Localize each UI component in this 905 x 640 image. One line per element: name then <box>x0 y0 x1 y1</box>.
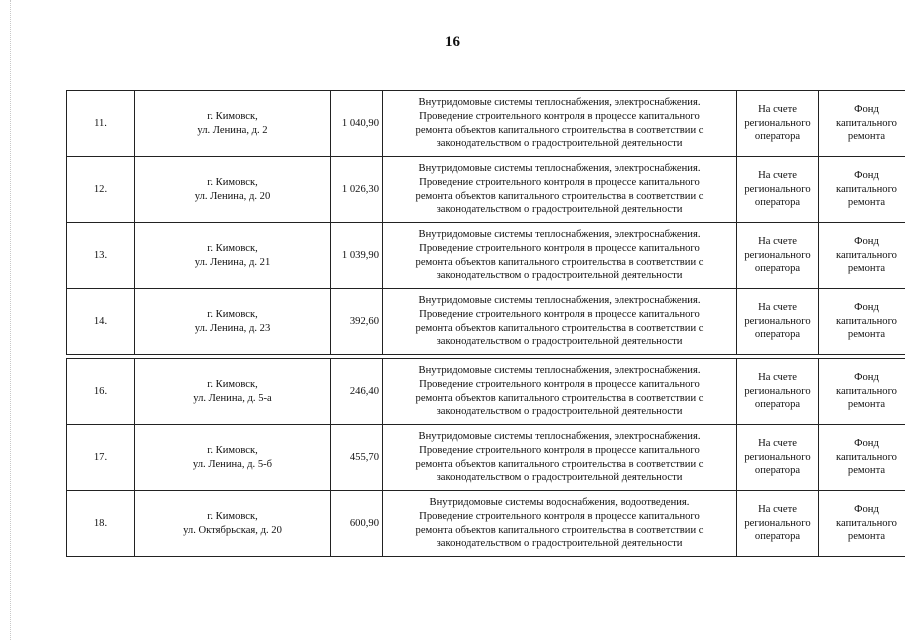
description-line: Проведение строительного контроля в процессе капитального <box>419 510 700 522</box>
row-work-description <box>383 425 737 491</box>
address-city: г. Кимовск, <box>207 510 258 522</box>
fund-line: ремонта <box>847 399 886 411</box>
fund-line: капитального <box>836 249 897 261</box>
account-line: оператора <box>754 531 801 543</box>
fund-line: Фонд <box>854 236 879 248</box>
table-row <box>67 223 905 289</box>
address-street: ул. Ленина, д. 5-б <box>192 458 273 470</box>
row-address <box>135 359 331 425</box>
table-row <box>67 491 905 557</box>
account-line: оператора <box>754 197 801 209</box>
description-line: законодательством о градостроительной деятельности <box>436 472 683 484</box>
row-account-method <box>737 157 819 223</box>
description-line: ремонта объектов капитального строительства в соответствии с <box>415 124 704 136</box>
works-table-container <box>66 90 897 557</box>
row-area: 1 026,30 <box>331 157 383 223</box>
account-line: На счете <box>758 170 797 182</box>
description-line: законодательством о градостроительной деятельности <box>436 204 683 216</box>
account-line: На счете <box>758 372 797 384</box>
description-line: законодательством о градостроительной деятельности <box>436 336 683 348</box>
row-number: 16. <box>67 359 135 425</box>
row-address <box>135 91 331 157</box>
row-address <box>135 425 331 491</box>
row-work-description <box>383 359 737 425</box>
address-street: ул. Ленина, д. 23 <box>194 322 271 334</box>
page-margin-line <box>10 0 11 640</box>
address-street: ул. Ленина, д. 5-а <box>193 392 272 404</box>
row-number: 14. <box>67 289 135 355</box>
table-body <box>67 91 905 557</box>
row-area: 600,90 <box>331 491 383 557</box>
fund-line: ремонта <box>847 197 886 209</box>
description-line: Внутридомовые системы водоснабжения, водоотведения. <box>429 497 690 509</box>
row-number: 18. <box>67 491 135 557</box>
row-work-description <box>383 157 737 223</box>
description-line: законодательством о градостроительной деятельности <box>436 406 683 418</box>
address-street: ул. Ленина, д. 20 <box>194 190 271 202</box>
account-line: регионального <box>744 315 811 327</box>
address-city: г. Кимовск, <box>207 176 258 188</box>
row-account-method <box>737 223 819 289</box>
table-row <box>67 157 905 223</box>
address-city: г. Кимовск, <box>207 444 258 456</box>
row-work-description <box>383 289 737 355</box>
address-street: ул. Ленина, д. 2 <box>197 124 268 136</box>
row-area: 1 040,90 <box>331 91 383 157</box>
row-address <box>135 289 331 355</box>
row-number: 13. <box>67 223 135 289</box>
row-fund <box>819 289 905 355</box>
account-line: На счете <box>758 302 797 314</box>
row-number: 17. <box>67 425 135 491</box>
account-line: регионального <box>744 183 811 195</box>
description-line: Внутридомовые системы теплоснабжения, электроснабжения. <box>418 431 701 443</box>
address-city: г. Кимовск, <box>207 308 258 320</box>
description-line: Проведение строительного контроля в процессе капитального <box>419 444 700 456</box>
description-line: Проведение строительного контроля в процессе капитального <box>419 110 700 122</box>
fund-line: капитального <box>836 385 897 397</box>
fund-line: Фонд <box>854 302 879 314</box>
description-line: Внутридомовые системы теплоснабжения, электроснабжения. <box>418 295 701 307</box>
fund-line: ремонта <box>847 531 886 543</box>
account-line: регионального <box>744 117 811 129</box>
address-city: г. Кимовск, <box>207 378 258 390</box>
fund-line: капитального <box>836 183 897 195</box>
fund-line: капитального <box>836 517 897 529</box>
table-row <box>67 289 905 355</box>
fund-line: ремонта <box>847 329 886 341</box>
account-line: оператора <box>754 465 801 477</box>
account-line: На счете <box>758 236 797 248</box>
account-line: оператора <box>754 399 801 411</box>
fund-line: капитального <box>836 117 897 129</box>
row-fund <box>819 359 905 425</box>
description-line: Проведение строительного контроля в процессе капитального <box>419 242 700 254</box>
row-account-method <box>737 289 819 355</box>
row-fund <box>819 223 905 289</box>
description-line: ремонта объектов капитального строительства в соответствии с <box>415 190 704 202</box>
fund-line: Фонд <box>854 504 879 516</box>
account-line: регионального <box>744 385 811 397</box>
account-line: регионального <box>744 249 811 261</box>
description-line: Внутридомовые системы теплоснабжения, электроснабжения. <box>418 365 701 377</box>
row-work-description <box>383 91 737 157</box>
account-line: оператора <box>754 131 801 143</box>
row-fund <box>819 157 905 223</box>
description-line: Внутридомовые системы теплоснабжения, электроснабжения. <box>418 97 701 109</box>
description-line: ремонта объектов капитального строительства в соответствии с <box>415 322 704 334</box>
account-line: На счете <box>758 104 797 116</box>
page-number: 16 <box>445 34 460 50</box>
row-work-description <box>383 223 737 289</box>
description-line: законодательством о градостроительной деятельности <box>436 270 683 282</box>
row-fund <box>819 425 905 491</box>
account-line: На счете <box>758 504 797 516</box>
row-fund <box>819 491 905 557</box>
account-line: оператора <box>754 263 801 275</box>
address-street: ул. Ленина, д. 21 <box>194 256 271 268</box>
description-line: ремонта объектов капитального строительства в соответствии с <box>415 392 704 404</box>
table-row <box>67 91 905 157</box>
row-area: 392,60 <box>331 289 383 355</box>
row-number: 12. <box>67 157 135 223</box>
description-line: Проведение строительного контроля в процессе капитального <box>419 378 700 390</box>
address-city: г. Кимовск, <box>207 242 258 254</box>
account-line: регионального <box>744 451 811 463</box>
row-fund <box>819 91 905 157</box>
description-line: Проведение строительного контроля в процессе капитального <box>419 176 700 188</box>
row-account-method <box>737 425 819 491</box>
row-area: 1 039,90 <box>331 223 383 289</box>
row-area: 246,40 <box>331 359 383 425</box>
fund-line: капитального <box>836 451 897 463</box>
description-line: Проведение строительного контроля в процессе капитального <box>419 308 700 320</box>
row-work-description <box>383 491 737 557</box>
description-line: законодательством о градостроительной деятельности <box>436 138 683 150</box>
row-account-method <box>737 91 819 157</box>
description-line: Внутридомовые системы теплоснабжения, электроснабжения. <box>418 163 701 175</box>
fund-line: ремонта <box>847 131 886 143</box>
fund-line: ремонта <box>847 263 886 275</box>
description-line: ремонта объектов капитального строительства в соответствии с <box>415 524 704 536</box>
address-city: г. Кимовск, <box>207 110 258 122</box>
table-row <box>67 359 905 425</box>
row-address <box>135 491 331 557</box>
description-line: Внутридомовые системы теплоснабжения, электроснабжения. <box>418 229 701 241</box>
account-line: оператора <box>754 329 801 341</box>
account-line: регионального <box>744 517 811 529</box>
row-account-method <box>737 359 819 425</box>
fund-line: Фонд <box>854 372 879 384</box>
description-line: ремонта объектов капитального строительства в соответствии с <box>415 256 704 268</box>
row-number: 11. <box>67 91 135 157</box>
fund-line: Фонд <box>854 438 879 450</box>
row-address <box>135 223 331 289</box>
fund-line: Фонд <box>854 170 879 182</box>
address-street: ул. Октябрьская, д. 20 <box>183 524 282 536</box>
fund-line: ремонта <box>847 465 886 477</box>
description-line: ремонта объектов капитального строительства в соответствии с <box>415 458 704 470</box>
table-row <box>67 425 905 491</box>
row-account-method <box>737 491 819 557</box>
account-line: На счете <box>758 438 797 450</box>
description-line: законодательством о градостроительной деятельности <box>436 538 683 550</box>
fund-line: Фонд <box>854 104 879 116</box>
row-address <box>135 157 331 223</box>
row-area: 455,70 <box>331 425 383 491</box>
fund-line: капитального <box>836 315 897 327</box>
capital-repair-table <box>66 90 905 557</box>
